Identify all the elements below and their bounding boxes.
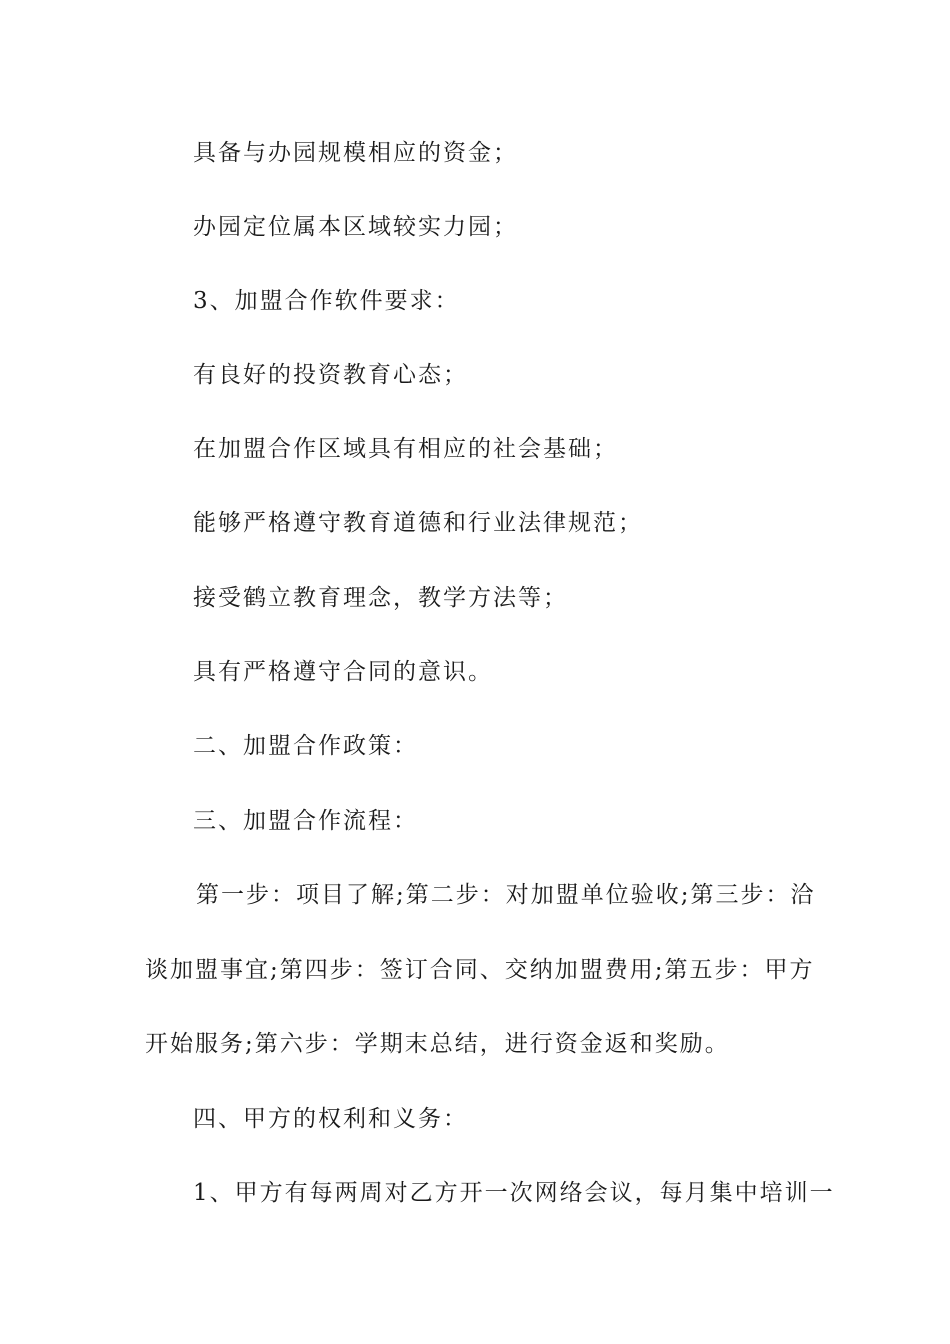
heading-policy: 二、加盟合作政策： [193,733,418,759]
paragraph-ethics: 能够严格遵守教育道德和行业法律规范； [193,510,643,536]
process-paragraph-line-3: 开始服务;第六步：学期末总结，进行资金返和奖励。 [145,1031,730,1057]
heading-rights-obligations: 四、甲方的权利和义务： [193,1106,468,1132]
paragraph-item-one: 1、甲方有每两周对乙方开一次网络会议，每月集中培训一 [193,1180,835,1206]
process-paragraph-line-2: 谈加盟事宜;第四步：签订合同、交纳加盟费用;第五步：甲方 [145,957,815,983]
paragraph-philosophy: 接受鹤立教育理念，教学方法等； [193,585,568,611]
paragraph-social-foundation: 在加盟合作区域具有相应的社会基础； [193,436,618,462]
paragraph-investment-attitude: 有良好的投资教育心态； [193,362,468,388]
paragraph-positioning: 办园定位属本区域较实力园； [193,214,518,240]
process-paragraph-line-1: 第一步：项目了解;第二步：对加盟单位验收;第三步：洽 [196,882,816,908]
heading-process: 三、加盟合作流程： [193,808,418,834]
paragraph-funds: 具备与办园规模相应的资金； [193,140,518,166]
heading-software-requirements: 3、加盟合作软件要求： [193,288,460,314]
paragraph-contract-awareness: 具有严格遵守合同的意识。 [193,659,493,685]
